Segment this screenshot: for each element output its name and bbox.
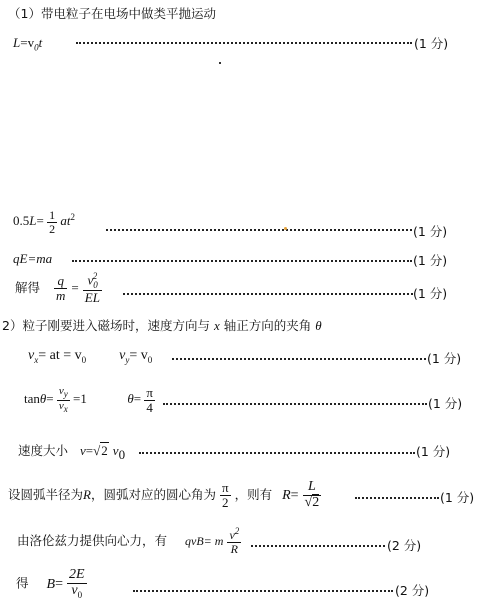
equation-qe-ma: qE=ma [13, 251, 53, 266]
score-label: (1 分) [414, 36, 449, 51]
dot-leader [106, 229, 412, 231]
dot-leader [139, 452, 415, 454]
equation-half-at2: 0.5L= $\frac{1}{2}$ $at^2$ [13, 208, 75, 236]
equation-l-v0t: $L=v_0t$ [13, 35, 43, 53]
score-label: (1 分) [427, 351, 462, 366]
equation-speed: 速度大小 v=√2 $v_0$ [18, 443, 126, 463]
stray-dot [219, 62, 221, 64]
orange-mark [284, 227, 287, 230]
equation-tan-theta: tanθ= $\frac{v_y}{v_x}$ =1 θ= $\frac{\pi}{4}$ [24, 385, 153, 415]
dot-leader [123, 293, 413, 295]
part2-heading: 2）粒子刚要进入磁场时，速度方向与 x 轴正方向的夹角 θ [2, 318, 322, 333]
score-label: (1 分) [440, 490, 475, 505]
score-label: (1 分) [413, 253, 448, 268]
dot-leader [251, 545, 385, 547]
score-label: (2 分) [387, 538, 422, 553]
score-label: (2 分) [395, 583, 430, 598]
score-label: (1 分) [428, 396, 463, 411]
dot-leader [72, 260, 412, 262]
equation-result-b: 得 B= $\frac{2E}{v_0}$ [16, 567, 85, 600]
score-label: (1 分) [413, 286, 448, 301]
equation-radius: 设圆弧半径为R，圆弧对应的圆心角为 $\frac{\pi}{2}$ ，则有 R= $\frac{L}{√2}$ [8, 479, 320, 510]
dot-leader [172, 358, 426, 360]
dot-leader [355, 497, 439, 499]
dot-leader [163, 403, 427, 405]
part1-heading: （1）带电粒子在电场中做类平抛运动 [8, 6, 216, 21]
dot-leader [76, 42, 412, 44]
score-label: (1 分) [416, 444, 451, 459]
equation-solution-q-over-m: 解得 $\frac{q}{m}$ = $\frac{v_0^2}{EL}$ [15, 271, 100, 306]
dot-leader [133, 590, 393, 592]
equation-lorentz: 由洛伦兹力提供向心力，有 qvB= m $\frac{v^2}{R}$ [17, 526, 240, 556]
equation-vx-vy: $v_x=$ at = $v_0$ $v_y= v_0$ [28, 348, 153, 365]
score-label: (1 分) [413, 224, 448, 239]
